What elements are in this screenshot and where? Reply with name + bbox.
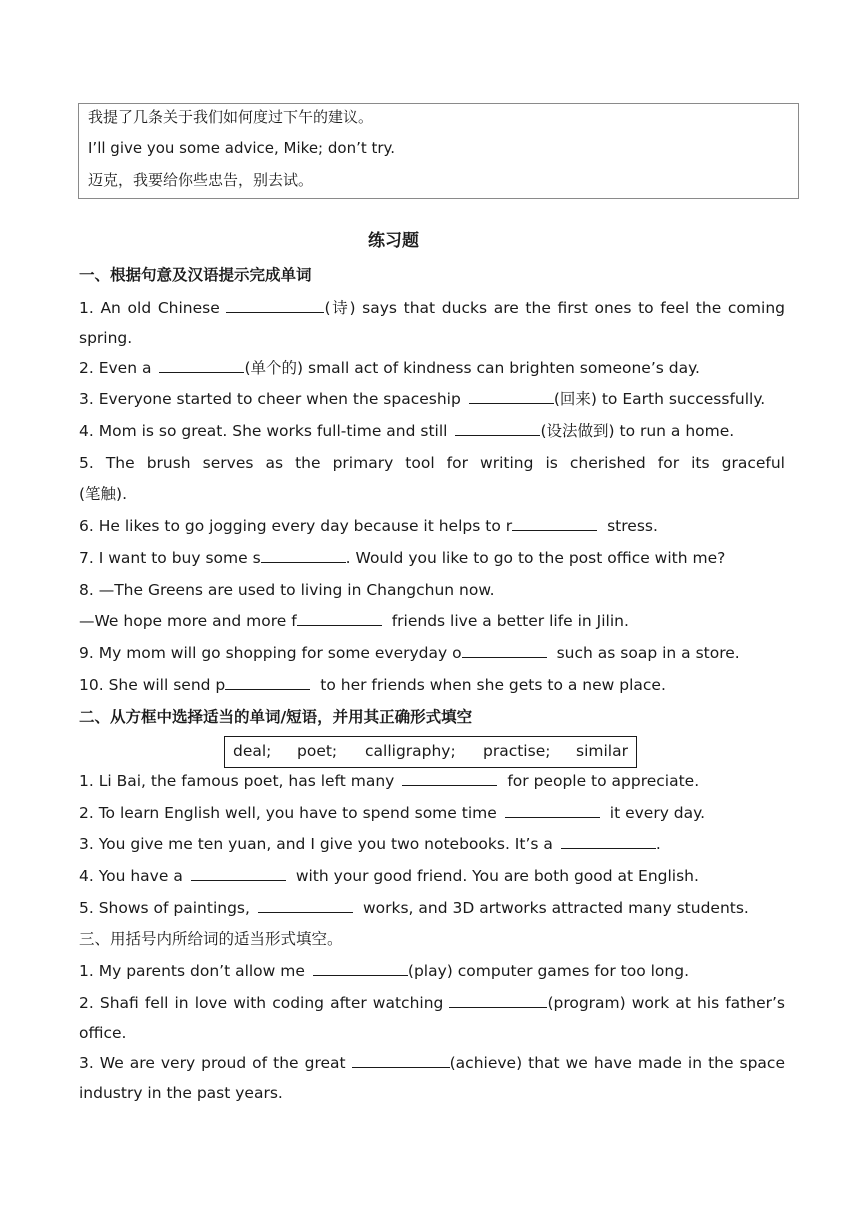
word-bank-item: poet; — [297, 742, 338, 760]
page-title: 练习题 — [368, 231, 419, 251]
s3-q3-text-b: (achieve) that we have made in the space — [449, 1054, 785, 1072]
word-bank-item: deal; — [233, 742, 272, 760]
s3-question-3 — [79, 1053, 785, 1073]
s3-q1-text-a: 1. My parents don’t allow me — [79, 962, 305, 980]
word-bank-item: calligraphy; — [365, 742, 456, 760]
s2-q1-text-a: 1. Li Bai, the famous poet, has left many — [79, 772, 395, 790]
s1-q7-text-b: . Would you like to go to the post office with me? — [345, 549, 726, 567]
s2-question-5 — [79, 898, 749, 918]
s2-question-3 — [79, 834, 661, 854]
answer-blank[interactable] — [469, 389, 554, 404]
s3-q2-text-a: 2. Shafi fell in love with coding after watching — [79, 994, 444, 1012]
answer-blank[interactable] — [561, 834, 656, 849]
s1-q2-text-b: (单个的) small act of kindness can brighten someone’s day. — [244, 359, 700, 377]
s1-q9-text-b: such as soap in a store. — [556, 644, 740, 662]
s2-q4-text-a: 4. You have a — [79, 867, 183, 885]
answer-blank[interactable] — [449, 993, 547, 1008]
s1-question-5: 5. The brush serves as the primary tool for writing is cherished for its graceful — [79, 454, 785, 472]
s1-question-4 — [79, 421, 734, 441]
s3-question-1 — [79, 961, 689, 981]
answer-blank[interactable] — [258, 898, 353, 913]
answer-blank[interactable] — [191, 866, 286, 881]
word-bank-box — [224, 736, 637, 768]
s2-q3-text-a: 3. You give me ten yuan, and I give you two notebooks. It’s a — [79, 835, 553, 853]
s2-q4-text-b: with your good friend. You are both good at English. — [295, 867, 699, 885]
s3-question-3-cont: industry in the past years. — [79, 1084, 283, 1102]
s1-question-1 — [79, 298, 785, 318]
answer-blank[interactable] — [313, 961, 408, 976]
s3-q2-text-b: (program) work at his father’s — [547, 994, 785, 1012]
answer-blank[interactable] — [297, 611, 382, 626]
note-line-3: 迈克，我要给你些忠告，别去试。 — [88, 171, 314, 189]
s1-q8-text-b: —We hope more and more f — [79, 612, 297, 630]
section-3-heading: 三、用括号内所给词的适当形式填空。 — [79, 930, 343, 948]
s3-question-2-cont: office. — [79, 1024, 127, 1042]
s1-question-8: 8. —The Greens are used to living in Changchun now. — [79, 581, 495, 599]
s1-question-8-reply — [79, 611, 629, 631]
s3-question-2 — [79, 993, 785, 1013]
answer-blank[interactable] — [455, 421, 540, 436]
s2-q2-text-b: it every day. — [609, 804, 706, 822]
example-note-box — [78, 103, 799, 199]
s1-q3-text-b: (回来) to Earth successfully. — [553, 390, 766, 408]
s2-q2-text-a: 2. To learn English well, you have to spend some time — [79, 804, 497, 822]
s1-q6-text-a: 6. He likes to go jogging every day because it helps to r — [79, 517, 513, 535]
s2-q5-text-a: 5. Shows of paintings, — [79, 899, 250, 917]
s1-question-1-cont: spring. — [79, 329, 133, 347]
s1-question-6 — [79, 516, 658, 536]
s1-q4-text-a: 4. Mom is so great. She works full-time and still — [79, 422, 448, 440]
s2-q3-text-b: . — [655, 835, 661, 853]
answer-blank[interactable] — [225, 675, 310, 690]
s1-question-3 — [79, 389, 765, 409]
answer-blank[interactable] — [159, 358, 244, 373]
s3-q3-text-a: 3. We are very proud of the great — [79, 1054, 346, 1072]
s1-question-5-cont: (笔触). — [79, 485, 128, 503]
word-bank-item: similar — [576, 742, 628, 760]
word-bank-item: practise; — [483, 742, 551, 760]
answer-blank[interactable] — [512, 516, 597, 531]
s1-q3-text-a: 3. Everyone started to cheer when the spaceship — [79, 390, 461, 408]
s1-question-10 — [79, 675, 666, 695]
answer-blank[interactable] — [261, 548, 346, 563]
s3-q1-text-b: (play) computer games for too long. — [407, 962, 690, 980]
answer-blank[interactable] — [505, 803, 600, 818]
section-1-heading: 一、根据句意及汉语提示完成单词 — [79, 266, 312, 284]
answer-blank[interactable] — [402, 771, 497, 786]
s1-question-9 — [79, 643, 740, 663]
note-line-1: 我提了几条关于我们如何度过下午的建议。 — [88, 108, 374, 126]
section-2-heading: 二、从方框中选择适当的单词/短语，并用其正确形式填空 — [79, 708, 473, 726]
s1-q7-text-a: 7. I want to buy some s — [79, 549, 261, 567]
s1-q9-text-a: 9. My mom will go shopping for some everyday o — [79, 644, 462, 662]
s2-q1-text-b: for people to appreciate. — [507, 772, 700, 790]
note-line-2: I’ll give you some advice, Mike; don’t try. — [88, 139, 396, 157]
s1-question-7 — [79, 548, 725, 568]
answer-blank[interactable] — [352, 1053, 450, 1068]
s1-q1-text-b: (诗) says that ducks are the first ones to feel the coming — [324, 299, 785, 317]
s1-q10-text-b: to her friends when she gets to a new place. — [320, 676, 666, 694]
s1-q4-text-b: (设法做到) to run a home. — [540, 422, 735, 440]
s1-q2-text-a: 2. Even a — [79, 359, 152, 377]
s2-question-1 — [79, 771, 699, 791]
s1-q10-text-a: 10. She will send p — [79, 676, 226, 694]
s2-question-2 — [79, 803, 705, 823]
s1-q8-text-c: friends live a better life in Jilin. — [391, 612, 629, 630]
answer-blank[interactable] — [226, 298, 324, 313]
s1-question-2 — [79, 358, 700, 378]
answer-blank[interactable] — [462, 643, 547, 658]
s2-q5-text-b: works, and 3D artworks attracted many students. — [362, 899, 749, 917]
s1-q1-text-a: 1. An old Chinese — [79, 299, 220, 317]
s1-q6-text-b: stress. — [607, 517, 658, 535]
s2-question-4 — [79, 866, 699, 886]
